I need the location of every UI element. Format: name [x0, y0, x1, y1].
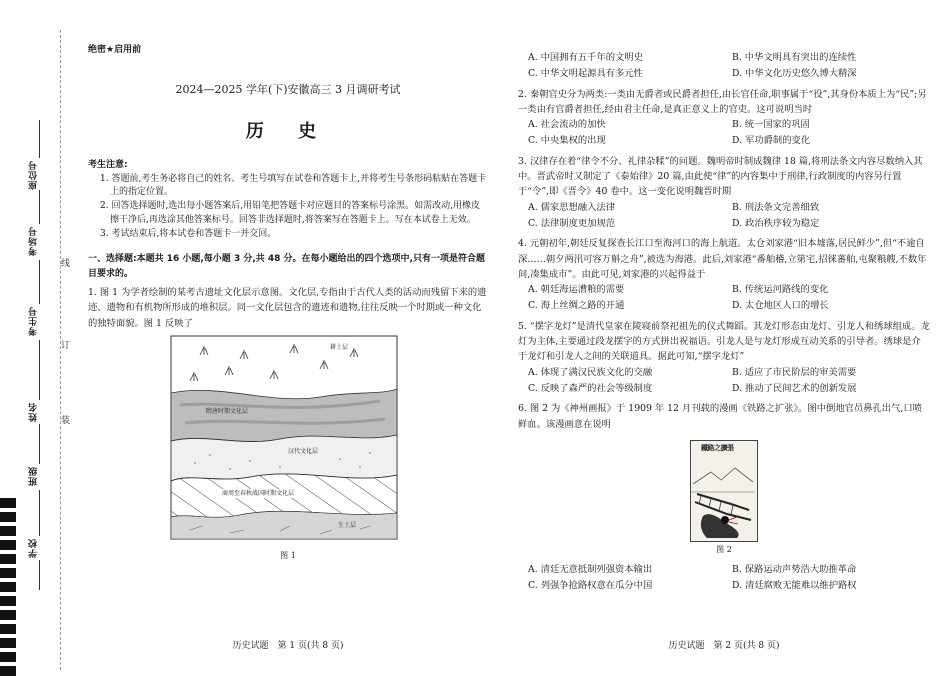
option-c[interactable]: C. 中央集权的出现 — [528, 135, 606, 147]
figure-1-caption: 图 1 — [280, 550, 296, 560]
layer-label-plough: 耕土层 — [330, 343, 349, 351]
option-b[interactable]: B. 传统运河路线的变化 — [732, 284, 829, 296]
option-d[interactable]: D. 中华文化历史悠久博大精深 — [732, 68, 857, 80]
sidebar-label-school: 学校 — [29, 538, 39, 558]
binding-stripe — [0, 582, 16, 592]
binding-stripe — [0, 568, 16, 578]
stratigraphy-diagram — [170, 335, 398, 540]
figure-1 — [170, 335, 398, 550]
question-2-options — [518, 117, 930, 150]
binding-stripe — [0, 512, 16, 522]
question-1-text: 1. 图 1 为学者绘制的某考古遗址文化层示意图。文化层,专指由于古代人类的活动而残留下来的遗迹、遗物和有机物所形成的堆积层。同一文化层包含的遗迹和遗物,往往反映一个时期或一种文化的独特面貌。图 1 反映了 — [88, 286, 487, 329]
question-5-text: 5. “摆字龙灯”是清代皇家在陵寝前祭祀祖先的仪式舞蹈。其龙灯形态由龙灯、引龙人和绣球组成。龙灯为主体,主要通过段龙摆字的方式拼出祝福语。引龙人是与龙灯形成互动关系的引导者。绣球是介于龙灯和引龙人之间的关联道具。据此可知,“摆字龙灯” — [518, 320, 930, 363]
sidebar-label-class: 班级 — [29, 466, 39, 486]
section-title: 一、选择题:本题共 16 小题,每小题 3 分,共 48 分。在每小题给出的四个选项中,只有一项是符合题目要求的。 — [88, 254, 485, 279]
sidebar-fill-line — [39, 560, 40, 590]
binding-stripe — [0, 596, 16, 606]
notice-item: 3. 考试结束后,将本试卷和答题卡一并交回。 — [100, 229, 277, 240]
question-1-options — [518, 50, 930, 83]
figure-2-caption: 图 2 — [716, 544, 732, 554]
question-2-text: 2. 秦朝官史分为两类:一类由无爵者或民爵者担任,由长官任命,职事属于“役”,其身份本质上为“民”;另一类由有官爵者担任,经由君主任命,是真正意义上的官吏。这可说明当时 — [518, 88, 927, 115]
option-d[interactable]: D. 政治秩序较为稳定 — [732, 217, 820, 229]
sidebar-fill-line — [39, 340, 40, 400]
layer-label-shangzhou: 商周至春秋战国时期文化层 — [222, 489, 295, 497]
question-4-text: 4. 元朝初年,朝廷反复探查长江口至海河口的海上航道。太仓刘家港“旧本墟落,居民鲜少”,但“不逾自深……朝夕两汛可容万斛之舟”,被选为海港。此后,刘家港“番舶稽,立第宅,招徕蕃舶,屯聚粮艘,不数年间,凑集成市”。由此可见,刘家港的兴起得益于 — [518, 238, 927, 280]
option-b[interactable]: B. 保路运动声势浩大助推革命 — [732, 563, 857, 575]
confidential-mark: 绝密★启用前 — [88, 45, 142, 55]
footer-right: 历史试题 第 2 页(共 8 页) — [668, 641, 780, 651]
option-a[interactable]: A. 清廷无意抵制列强资本输出 — [528, 563, 653, 575]
cartoon-illustration — [691, 454, 755, 540]
option-d[interactable]: D. 推动了民间艺术的创新发展 — [732, 383, 857, 394]
question-3-options — [518, 200, 930, 233]
binding-stripe — [0, 498, 16, 508]
binding-mark-line: 线 — [61, 259, 71, 269]
sidebar-label-name: 姓名 — [29, 402, 39, 422]
option-a[interactable]: A. 社会流动的加快 — [528, 119, 606, 131]
notice-heading: 考生注意: — [88, 160, 128, 170]
notice-item: 1. 答题前,考生务必将自己的姓名、考生号填写在试卷和答题卡上,并将考生号条形码粘贴在答题卡上的指定位置。 — [100, 173, 487, 198]
notice-item: 2. 回答选择题时,选出每小题答案后,用铅笔把答题卡对应题目的答案标号涂黑。如需改动,用橡皮擦干净后,再选涂其他答案标号。回答非选择题时,将答案写在答题卡上。写在本试卷上无效。 — [100, 201, 481, 226]
binding-stripe — [0, 666, 16, 676]
question-3-text: 3. 汉律存在着“律令不分、礼律杂糅”的问题。魏明帝时制成魏律 18 篇,将刑法条文内容尽数纳入其中。晋武帝时又制定了《泰始律》20 篇,由此使“律”的内容集中于刑律,行政制度的内容另行置于“令”,即《晋令》40 卷中。这一变化说明魏晋时期 — [518, 155, 923, 198]
option-b[interactable]: B. 适应了市民阶层的审美需要 — [732, 366, 857, 378]
option-d[interactable]: D. 军功爵制的变化 — [732, 135, 811, 147]
question-6-options — [518, 562, 930, 595]
binding-stripe — [0, 540, 16, 550]
exam-title: 2024—2025 学年(下)安徽高三 3 月调研考试 — [175, 82, 401, 96]
option-a[interactable]: A. 体现了满汉民族文化的交融 — [528, 366, 653, 378]
sidebar-fill-line — [39, 190, 40, 224]
cartoon-title: 鐵路之擴張 — [701, 442, 734, 452]
option-c[interactable]: C. 列强争抢路权意在瓜分中国 — [528, 580, 653, 592]
sidebar-fill-line — [39, 260, 40, 304]
option-b[interactable]: B. 中华文明具有突出的连续性 — [732, 52, 857, 63]
notice-list — [88, 173, 488, 243]
option-c[interactable]: C. 海上丝绸之路的开通 — [528, 300, 625, 312]
binding-stripe — [0, 610, 16, 620]
footer-left: 历史试题 第 1 页(共 8 页) — [232, 641, 344, 651]
question-6-text: 6. 图 2 为《神州画报》于 1909 年 12 月刊载的漫画《铁路之扩张》。图中倒地官员鼻孔出气,口喷鲜血。该漫画意在说明 — [518, 403, 922, 430]
option-b[interactable]: B. 统一国家的巩固 — [732, 119, 810, 131]
binding-stripe — [0, 638, 16, 648]
sidebar-label-candidate: 考生号 — [29, 306, 39, 336]
sidebar-fill-line — [39, 120, 40, 158]
option-a[interactable]: A. 儒家思想融入法律 — [528, 201, 615, 213]
binding-stripe — [0, 624, 16, 634]
subject-title: 历 史 — [245, 121, 331, 142]
page-left — [88, 44, 488, 562]
figure-2 — [690, 440, 758, 542]
option-a[interactable]: A. 中国拥有五千年的文明史 — [528, 52, 643, 63]
option-d[interactable]: D. 太仓地区人口的增长 — [732, 300, 829, 312]
binding-stripe — [0, 652, 16, 662]
binding-stripe — [0, 526, 16, 536]
layer-label-suitang: 隋唐时期文化层 — [206, 407, 249, 415]
option-b[interactable]: B. 刑法条文完善细致 — [732, 201, 820, 213]
question-5-options — [518, 365, 930, 398]
option-c[interactable]: C. 反映了森严的社会等级制度 — [528, 383, 653, 394]
sidebar-fill-line — [39, 424, 40, 464]
option-a[interactable]: A. 朝廷海运漕粮的需要 — [528, 284, 625, 296]
option-c[interactable]: C. 中华文明起源具有多元性 — [528, 68, 643, 80]
page-right — [518, 44, 930, 594]
question-4-options — [518, 282, 930, 315]
layer-label-han: 汉代文化层 — [288, 447, 319, 455]
binding-stripe — [0, 554, 16, 564]
sidebar-label-room: 考场号 — [29, 226, 39, 256]
binding-mark-bind: 装 — [61, 416, 71, 426]
sidebar-fill-line — [39, 490, 40, 536]
sidebar-label-seat: 座位号 — [29, 160, 39, 190]
layer-label-raw-soil: 生土层 — [338, 521, 357, 529]
option-c[interactable]: C. 法律制度更加规范 — [528, 217, 616, 229]
binding-mark-order: 订 — [61, 341, 71, 351]
option-d[interactable]: D. 清廷腐败无能难以维护路权 — [732, 580, 857, 592]
